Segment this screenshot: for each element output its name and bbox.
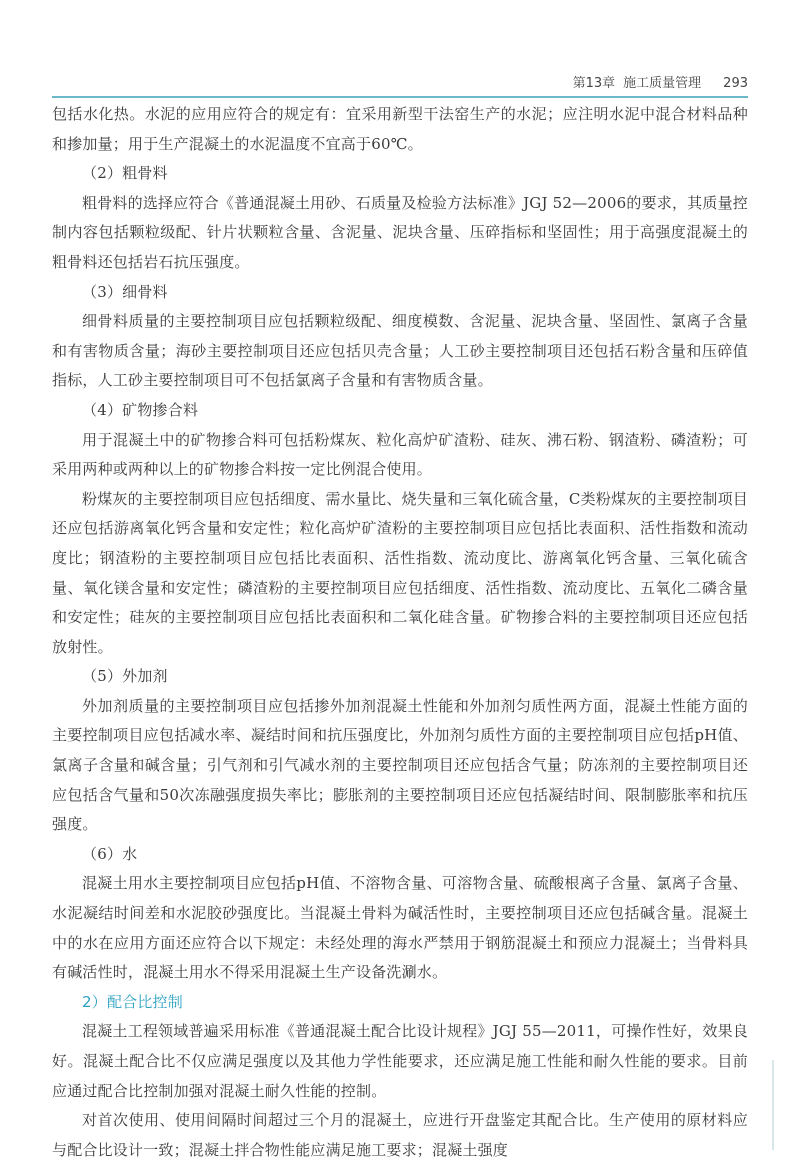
subheading-water: （6）水 <box>82 844 138 863</box>
running-head <box>565 72 748 91</box>
subheading-admixture: （5）外加剂 <box>82 667 168 686</box>
paragraph: 粉煤灰的主要控制项目应包括细度、需水量比、烧失量和三氧化硫含量，C类粉煤灰的主要控制项目还应包括游离氧化钙含量和安定性；粒化高炉矿渣粉的主要控制项目应包括比表面积、活性指数和流动度比；钢渣粉的主要控制项目应包括比表面积、活性指数、流动度比、游离氧化钙含量、三氧化硫含量、氧化镁含量和安定性；磷渣粉的主要控制项目应包括细度、活性指数、流动度比、五氧化二磷含量和安定性；硅灰的主要控制项目应包括比表面积和二氧化硅含量。矿物掺合料的主要控制项目还应包括放射性。 <box>52 489 748 656</box>
page-number: 293 <box>723 76 748 91</box>
paragraph: 混凝土工程领域普遍采用标准《普通混凝土配合比设计规程》JGJ 55—2011，可操作性好，效果良好。混凝土配合比不仅应满足强度以及其他力学性能要求，还应满足施工性能和耐久性能的要求。目前应通过配合比控制加强对混凝土耐久性能的控制。 <box>52 1022 748 1100</box>
subheading-mineral-admixture: （4）矿物掺合料 <box>82 400 199 419</box>
page-header <box>52 72 748 98</box>
chapter-number: 第13章 <box>572 76 616 91</box>
edge-mark <box>772 1060 774 1150</box>
subheading-coarse-aggregate: （2）粗骨料 <box>82 164 168 183</box>
body-text <box>52 100 748 1165</box>
header-rule <box>52 96 748 98</box>
paragraph: 粗骨料的选择应符合《普通混凝土用砂、石质量及检验方法标准》JGJ 52—2006的要求，其质量控制内容包括颗粒级配、针片状颗粒含量、含泥量、泥块含量、压碎指标和坚固性；用于高强度混凝土的粗骨料还包括岩石抗压强度。 <box>52 193 748 271</box>
paragraph: 对首次使用、使用间隔时间超过三个月的混凝土，应进行开盘鉴定其配合比。生产使用的原材料应与配合比设计一致；混凝土拌合物性能应满足施工要求；混凝土强度 <box>52 1111 748 1159</box>
paragraph: 外加剂质量的主要控制项目应包括掺外加剂混凝土性能和外加剂匀质性两方面，混凝土性能方面的主要控制项目应包括减水率、凝结时间和抗压强度比，外加剂匀质性方面的主要控制项目应包括pH值、氯离子含量和碱含量；引气剂和引气减水剂的主要控制项目还应包括含气量；防冻剂的主要控制项目还应包括含气量和50次冻融强度损失率比；膨胀剂的主要控制项目还应包括凝结时间、限制膨胀率和抗压强度。 <box>52 696 748 834</box>
subheading-fine-aggregate: （3）细骨料 <box>82 282 168 301</box>
paragraph: 细骨料质量的主要控制项目应包括颗粒级配、细度模数、含泥量、泥块含量、坚固性、氯离子含量和有害物质含量；海砂主要控制项目还应包括贝壳含量；人工砂主要控制项目还包括石粉含量和压碎值指标，人工砂主要控制项目可不包括氯离子含量和有害物质含量。 <box>52 312 748 390</box>
paragraph: 混凝土用水主要控制项目应包括pH值、不溶物含量、可溶物含量、硫酸根离子含量、氯离子含量、水泥凝结时间差和水泥胶砂强度比。当混凝土骨料为碱活性时，主要控制项目还应包括碱含量。混凝土中的水在应用方面还应符合以下规定：未经处理的海水严禁用于钢筋混凝土和预应力混凝土；当骨料具有碱活性时，混凝土用水不得采用混凝土生产设备洗涮水。 <box>52 874 748 982</box>
chapter-title: 施工质量管理 <box>623 76 702 91</box>
paragraph: 用于混凝土中的矿物掺合料可包括粉煤灰、粒化高炉矿渣粉、硅灰、沸石粉、钢渣粉、磷渣粉；可采用两种或两种以上的矿物掺合料按一定比例混合使用。 <box>52 430 748 479</box>
section-heading-mix-proportion: 2）配合比控制 <box>82 992 183 1011</box>
paragraph: 包括水化热。水泥的应用应符合的规定有：宜采用新型干法窑生产的水泥；应注明水泥中混合材料品种和掺加量；用于生产混凝土的水泥温度不宜高于60℃。 <box>52 105 748 153</box>
